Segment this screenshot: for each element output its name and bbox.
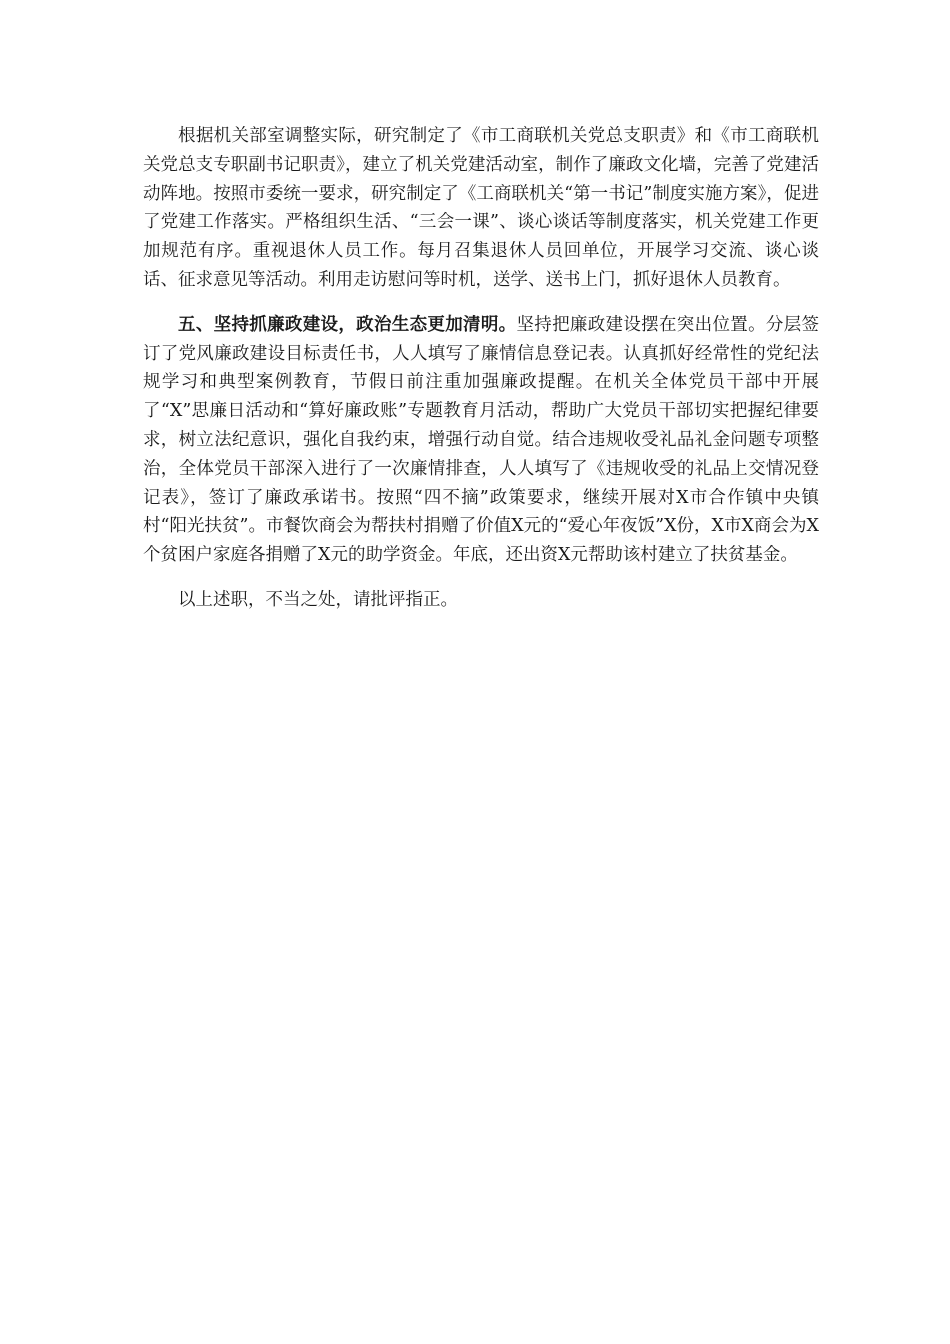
paragraph-party-building: [143, 122, 819, 295]
paragraph-integrity: [143, 311, 819, 570]
paragraph-closing: [143, 586, 819, 615]
paragraph-text: 根据机关部室调整实际，研究制定了《市工商联机关党总支职责》和《市工商联机关党总支专职副书记职责》，建立了机关党建活动室，制作了廉政文化墙，完善了党建活动阵地。按照市委统一要求，研究制定了《工商联机关“第一书记”制度实施方案》，促进了党建工作落实。严格组织生活、“三会一课”、谈心谈话等制度落实，机关党建工作更加规范有序。重视退休人员工作。每月召集退休人员回单位，开展学习交流、谈心谈话、征求意见等活动。利用走访慰问等时机，送学、送书上门，抓好退休人员教育。: [143, 126, 819, 290]
paragraph-text: 以上述职，不当之处，请批评指正。: [178, 589, 458, 610]
paragraph-text: 坚持把廉政建设摆在突出位置。分层签订了党风廉政建设目标责任书，人人填写了廉情信息登记表。认真抓好经常性的党纪法规学习和典型案例教育，节假日前注重加强廉政提醒。在机关全体党员干部中开展了“X”思廉日活动和“算好廉政账”专题教育月活动，帮助广大党员干部切实把握纪律要求，树立法纪意识，强化自我约束，增强行动自觉。结合违规收受礼品礼金问题专项整治，全体党员干部深入进行了一次廉情排查，人人填写了《违规收受的礼品上交情况登记表》，签订了廉政承诺书。按照“四不摘”政策要求，继续开展对X市合作镇中央镇村“阳光扶贫”。市餐饮商会为帮扶村捐赠了价值X元的“爱心年夜饭”X份，X市X商会为X个贫困户家庭各捐赠了X元的助学资金。年底，还出资X元帮助该村建立了扶贫基金。: [143, 314, 820, 566]
document-body: [143, 122, 819, 631]
section-heading: 五、坚持抓廉政建设，政治生态更加清明。: [178, 314, 517, 335]
